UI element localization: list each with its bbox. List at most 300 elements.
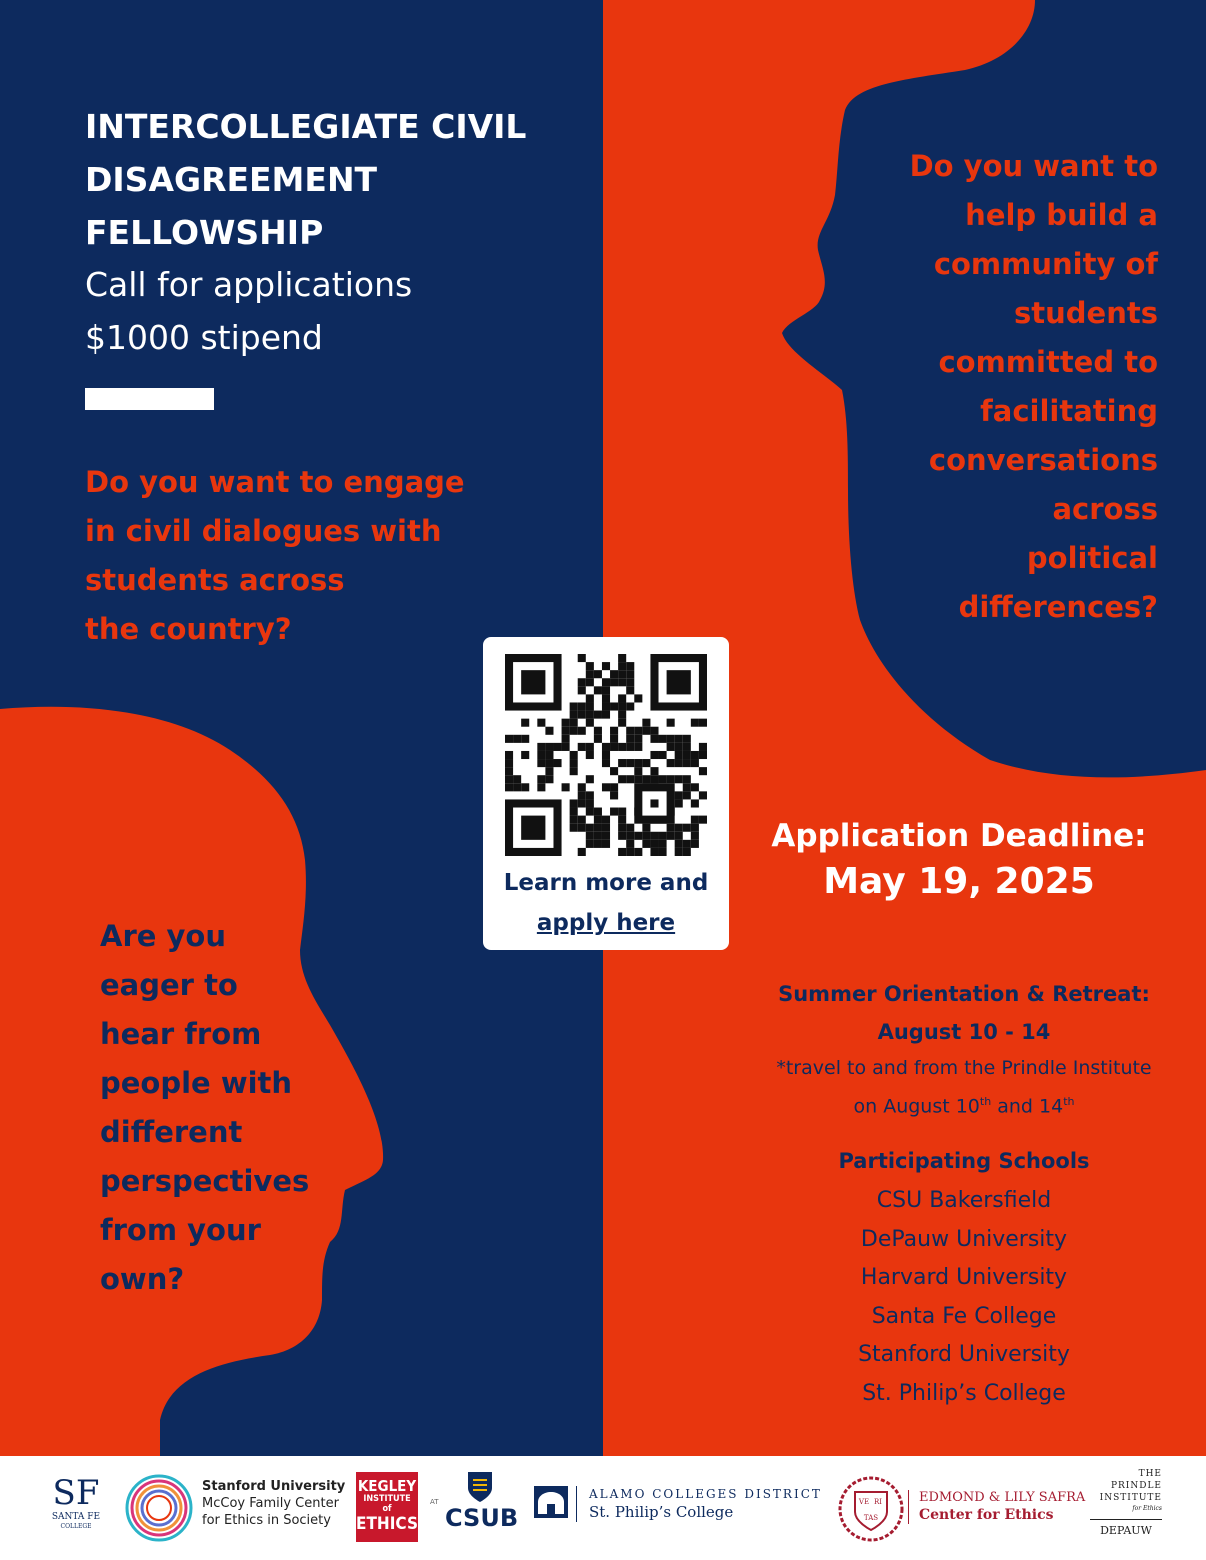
qr-module [618, 816, 626, 824]
qr-module [537, 743, 545, 751]
question-community-line: Do you want to [909, 149, 1158, 183]
qr-module [578, 702, 586, 710]
qr-module [610, 767, 618, 775]
school-item: CSU Bakersfield [876, 1188, 1052, 1213]
qr-module [650, 840, 658, 848]
qr-module [675, 840, 683, 848]
qr-module [578, 848, 586, 856]
qr-module [578, 711, 586, 719]
qr-module [634, 727, 642, 735]
qr-module [618, 678, 626, 686]
qr-module [537, 783, 545, 791]
qr-module [602, 711, 610, 719]
veritas-ve: VE [858, 1498, 870, 1506]
mccoy-center-ring-icon [124, 1473, 194, 1543]
qr-module [521, 735, 529, 743]
travel-note-line-2 [756, 1085, 1172, 1123]
qr-module [675, 735, 683, 743]
qr-module [634, 694, 642, 702]
qr-module [659, 848, 667, 856]
qr-module [642, 824, 650, 832]
qr-module [618, 824, 626, 832]
qr-module [562, 727, 570, 735]
qr-module [634, 767, 642, 775]
question-perspectives-line: eager to [100, 968, 238, 1002]
travel-note-part: and 14 [991, 1095, 1064, 1118]
qr-module [683, 791, 691, 799]
qr-module [537, 759, 545, 767]
qr-module [618, 694, 626, 702]
prindle-line-2: PRINDLE [1110, 1481, 1162, 1491]
qr-module [659, 832, 667, 840]
qr-module [578, 686, 586, 694]
question-community-line: differences? [958, 590, 1158, 624]
qr-module [594, 727, 602, 735]
veritas-tas: TAS [863, 1514, 879, 1522]
qr-module [586, 711, 594, 719]
prindle-line-4: for Ethics [1132, 1505, 1162, 1512]
question-perspectives-line: perspectives [100, 1164, 310, 1198]
qr-module [667, 832, 675, 840]
qr-module [578, 824, 586, 832]
qr-module [642, 775, 650, 783]
qr-module [537, 751, 545, 759]
learn-more-text: Learn more and [503, 870, 709, 896]
qr-module [634, 743, 642, 751]
qr-module [691, 832, 699, 840]
qr-module [683, 840, 691, 848]
qr-module [626, 702, 634, 710]
qr-module [578, 727, 586, 735]
qr-module [650, 832, 658, 840]
qr-module [618, 808, 626, 816]
qr-module [562, 719, 570, 727]
qr-module [545, 775, 553, 783]
qr-module [570, 702, 578, 710]
qr-module [642, 759, 650, 767]
qr-module [545, 759, 553, 767]
prindle-line-5: DEPAUW [1090, 1519, 1162, 1538]
csub-wordmark: CSUB [445, 1504, 519, 1532]
superscript-th: th [1063, 1095, 1075, 1108]
retreat-dates: August 10 - 14 [877, 1020, 1051, 1044]
qr-module [586, 702, 594, 710]
question-community-line: students [1014, 296, 1158, 330]
qr-module [642, 832, 650, 840]
qr-module [650, 735, 658, 743]
call-for-applications: Call for applications [85, 265, 413, 304]
qr-module [521, 751, 529, 759]
qr-module [626, 727, 634, 735]
qr-card[interactable] [483, 637, 729, 950]
qr-module [602, 751, 610, 759]
question-perspectives-line: from your [100, 1213, 261, 1247]
qr-module [545, 743, 553, 751]
qr-module [586, 824, 594, 832]
qr-module [553, 743, 561, 751]
alamo-colleges-logo [576, 1486, 822, 1522]
application-deadline [756, 812, 1162, 904]
qr-module [610, 670, 618, 678]
school-item: Stanford University [858, 1342, 1070, 1367]
qr-module [578, 678, 586, 686]
qr-module [618, 743, 626, 751]
question-community-line: across [1052, 492, 1158, 526]
qr-module [521, 783, 529, 791]
qr-module [699, 743, 707, 751]
qr-module [586, 791, 594, 799]
safra-line-2: Center for Ethics [919, 1507, 1054, 1523]
qr-module [667, 743, 675, 751]
qr-module [634, 848, 642, 856]
qr-caption [483, 863, 729, 943]
fellowship-title [85, 100, 555, 259]
question-engage-line: students across [85, 563, 345, 597]
qr-module [683, 775, 691, 783]
school-item: Harvard University [860, 1265, 1068, 1290]
apply-here-link[interactable]: apply here [536, 910, 676, 936]
question-community-line: political [1026, 541, 1158, 575]
qr-module [683, 783, 691, 791]
question-perspectives-line: different [100, 1115, 243, 1149]
qr-module [650, 799, 658, 807]
qr-module [667, 719, 675, 727]
qr-module [650, 727, 658, 735]
qr-module [650, 848, 658, 856]
qr-module [699, 791, 707, 799]
qr-module [659, 775, 667, 783]
qr-module [610, 678, 618, 686]
participating-schools [756, 1140, 1172, 1413]
qr-module [521, 719, 529, 727]
qr-module [634, 759, 642, 767]
qr-module [626, 743, 634, 751]
veritas-ri: RI [873, 1498, 883, 1506]
qr-module [683, 848, 691, 856]
qr-module [650, 751, 658, 759]
qr-module [683, 751, 691, 759]
stanford-line-1: Stanford University [202, 1479, 346, 1494]
qr-module [562, 783, 570, 791]
question-engage-line: the country? [85, 612, 292, 646]
qr-module [586, 694, 594, 702]
title-line-3: FELLOWSHIP [85, 213, 324, 252]
question-community-line: facilitating [980, 394, 1158, 428]
qr-module [626, 840, 634, 848]
qr-module [505, 767, 513, 775]
qr-module [650, 775, 658, 783]
kegley-line-3: of [382, 1504, 392, 1514]
qr-module [602, 662, 610, 670]
deadline-label: Application Deadline: [771, 818, 1147, 854]
qr-module [610, 735, 618, 743]
qr-module [594, 711, 602, 719]
qr-module [659, 751, 667, 759]
qr-module [570, 719, 578, 727]
qr-module [626, 670, 634, 678]
qr-module [650, 767, 658, 775]
qr-module [667, 824, 675, 832]
sponsor-logos [0, 1456, 1206, 1560]
qr-module [578, 783, 586, 791]
kegley-line-2: INSTITUTE [363, 1494, 411, 1504]
prindle-line-1: THE [1138, 1469, 1162, 1479]
qr-module [667, 759, 675, 767]
sf-name: SANTA FE [51, 1512, 101, 1522]
safra-center-logo [908, 1490, 1085, 1524]
qr-module [675, 848, 683, 856]
qr-module [699, 751, 707, 759]
qr-module [626, 848, 634, 856]
kegley-institute-logo [356, 1472, 418, 1542]
qr-module [667, 775, 675, 783]
qr-module [626, 832, 634, 840]
qr-module [602, 816, 610, 824]
qr-module [626, 824, 634, 832]
question-community-line: help build a [965, 198, 1158, 232]
qr-module [537, 775, 545, 783]
qr-module [594, 816, 602, 824]
qr-module [553, 759, 561, 767]
qr-module [505, 783, 513, 791]
alamo-line-2: St. Philip’s College [589, 1503, 734, 1521]
question-perspectives-line: own? [100, 1262, 185, 1296]
prindle-institute-logo [1090, 1468, 1162, 1538]
qr-module [667, 735, 675, 743]
school-item: St. Philip’s College [862, 1380, 1066, 1406]
qr-module [602, 686, 610, 694]
qr-module [626, 662, 634, 670]
qr-module [586, 775, 594, 783]
qr-module [570, 759, 578, 767]
qr-module [586, 719, 594, 727]
title-line-2: DISAGREEMENT [85, 160, 378, 199]
qr-module [618, 662, 626, 670]
sf-sub: COLLEGE [60, 1523, 92, 1530]
qr-module [586, 662, 594, 670]
qr-module [586, 832, 594, 840]
qr-module [634, 735, 642, 743]
qr-module [618, 654, 626, 662]
stanford-line-2: McCoy Family Center [202, 1496, 339, 1511]
question-engage-line: in civil dialogues with [85, 514, 442, 548]
qr-module [691, 751, 699, 759]
qr-module [626, 759, 634, 767]
qr-module [634, 775, 642, 783]
qr-module [618, 702, 626, 710]
qr-module [586, 808, 594, 816]
qr-module [683, 759, 691, 767]
qr-code-icon[interactable] [505, 654, 707, 856]
harvard-veritas-shield-icon [838, 1476, 904, 1542]
kegley-line-4: ETHICS [356, 1514, 418, 1534]
qr-module [691, 759, 699, 767]
qr-module [578, 791, 586, 799]
qr-module [626, 775, 634, 783]
question-perspectives-line: people with [100, 1066, 293, 1100]
qr-module [691, 816, 699, 824]
qr-module [570, 824, 578, 832]
qr-module [610, 702, 618, 710]
qr-module [691, 719, 699, 727]
qr-module [586, 840, 594, 848]
qr-module [594, 686, 602, 694]
sf-mark: SF [52, 1473, 100, 1513]
qr-module [521, 670, 545, 694]
qr-module [602, 783, 610, 791]
qr-module [699, 816, 707, 824]
qr-module [642, 719, 650, 727]
qr-module [675, 759, 683, 767]
qr-module [513, 735, 521, 743]
qr-module [586, 670, 594, 678]
qr-module [505, 735, 513, 743]
qr-module [691, 840, 699, 848]
qr-module [594, 840, 602, 848]
qr-module [675, 799, 683, 807]
qr-module [513, 783, 521, 791]
qr-module [594, 670, 602, 678]
qr-module [634, 832, 642, 840]
at-label: AT [430, 1498, 439, 1506]
qr-module [505, 775, 513, 783]
title-divider [85, 388, 214, 410]
qr-module [594, 808, 602, 816]
alamo-line-1: ALAMO COLLEGES DISTRICT [589, 1487, 822, 1501]
qr-module [586, 678, 594, 686]
qr-module [562, 743, 570, 751]
qr-module [505, 759, 513, 767]
safra-line-1: EDMOND & LILY SAFRA [919, 1490, 1086, 1505]
qr-module [602, 678, 610, 686]
qr-module [675, 791, 683, 799]
travel-note-line-1: *travel to and from the Prindle Institute [776, 1057, 1152, 1079]
qr-module [578, 799, 586, 807]
question-community [828, 142, 1158, 632]
qr-module [626, 678, 634, 686]
qr-module [699, 719, 707, 727]
stipend-text: $1000 stipend [85, 318, 323, 357]
qr-module [586, 751, 594, 759]
qr-module [618, 832, 626, 840]
qr-module [594, 832, 602, 840]
qr-module [626, 735, 634, 743]
qr-module [659, 840, 667, 848]
travel-note-part: on August 10 [853, 1095, 980, 1118]
question-perspectives-line: Are you [100, 919, 226, 953]
question-community-line: committed to [938, 345, 1158, 379]
csub-shield-icon [466, 1470, 494, 1504]
qr-module [570, 751, 578, 759]
qr-module [570, 816, 578, 824]
qr-module [675, 824, 683, 832]
qr-module [610, 808, 618, 816]
prindle-line-3: INSTITUTE [1099, 1493, 1162, 1503]
question-community-line: conversations [928, 443, 1158, 477]
qr-module [659, 735, 667, 743]
qr-module [610, 783, 618, 791]
question-engage-line: Do you want to engage [85, 465, 465, 499]
qr-module [602, 702, 610, 710]
superscript-th: th [979, 1095, 992, 1108]
qr-module [521, 816, 545, 840]
csub-logo [445, 1470, 519, 1532]
qr-module [513, 775, 521, 783]
qr-module [586, 743, 594, 751]
qr-module [578, 743, 586, 751]
stanford-line-3: for Ethics in Society [202, 1513, 331, 1528]
question-perspectives [100, 912, 360, 1304]
qr-module [602, 832, 610, 840]
title-line-1: INTERCOLLEGIATE CIVIL [85, 107, 527, 146]
qr-module [683, 824, 691, 832]
qr-module [602, 694, 610, 702]
qr-module [610, 727, 618, 735]
qr-module [602, 840, 610, 848]
qr-module [505, 751, 513, 759]
retreat-heading: Summer Orientation & Retreat: [778, 982, 1150, 1006]
deadline-date: May 19, 2025 [823, 861, 1095, 902]
qr-module [594, 824, 602, 832]
subtitle [85, 258, 412, 364]
qr-module [618, 848, 626, 856]
qr-module [699, 767, 707, 775]
qr-module [667, 670, 691, 694]
qr-module [602, 824, 610, 832]
qr-module [610, 743, 618, 751]
qr-module [691, 799, 699, 807]
qr-module [610, 791, 618, 799]
qr-module [570, 727, 578, 735]
qr-module [675, 832, 683, 840]
qr-module [537, 719, 545, 727]
qr-module [586, 799, 594, 807]
santa-fe-college-logo [46, 1474, 106, 1531]
qr-module [545, 767, 553, 775]
question-community-line: community of [933, 247, 1158, 281]
qr-module [602, 743, 610, 751]
kegley-line-1: KEGLEY [357, 1477, 417, 1495]
qr-module [642, 840, 650, 848]
qr-module [618, 719, 626, 727]
qr-module [618, 711, 626, 719]
qr-module [570, 799, 578, 807]
qr-module [691, 783, 699, 791]
qr-module [570, 711, 578, 719]
qr-module [602, 759, 610, 767]
qr-module [545, 751, 553, 759]
qr-module [675, 775, 683, 783]
schools-heading: Participating Schools [838, 1149, 1090, 1173]
alamo-building-icon [534, 1486, 568, 1518]
qr-module [683, 735, 691, 743]
qr-module [618, 670, 626, 678]
qr-module [618, 775, 626, 783]
stanford-mccoy-logo [202, 1478, 345, 1529]
qr-module [578, 816, 586, 824]
qr-module [545, 727, 553, 735]
qr-module [683, 743, 691, 751]
qr-module [675, 743, 683, 751]
qr-module [642, 727, 650, 735]
school-item: Santa Fe College [871, 1303, 1057, 1329]
question-engage [85, 458, 505, 654]
qr-module [578, 654, 586, 662]
qr-module [562, 735, 570, 743]
question-perspectives-line: hear from [100, 1017, 262, 1051]
qr-module [626, 686, 634, 694]
qr-module [691, 824, 699, 832]
